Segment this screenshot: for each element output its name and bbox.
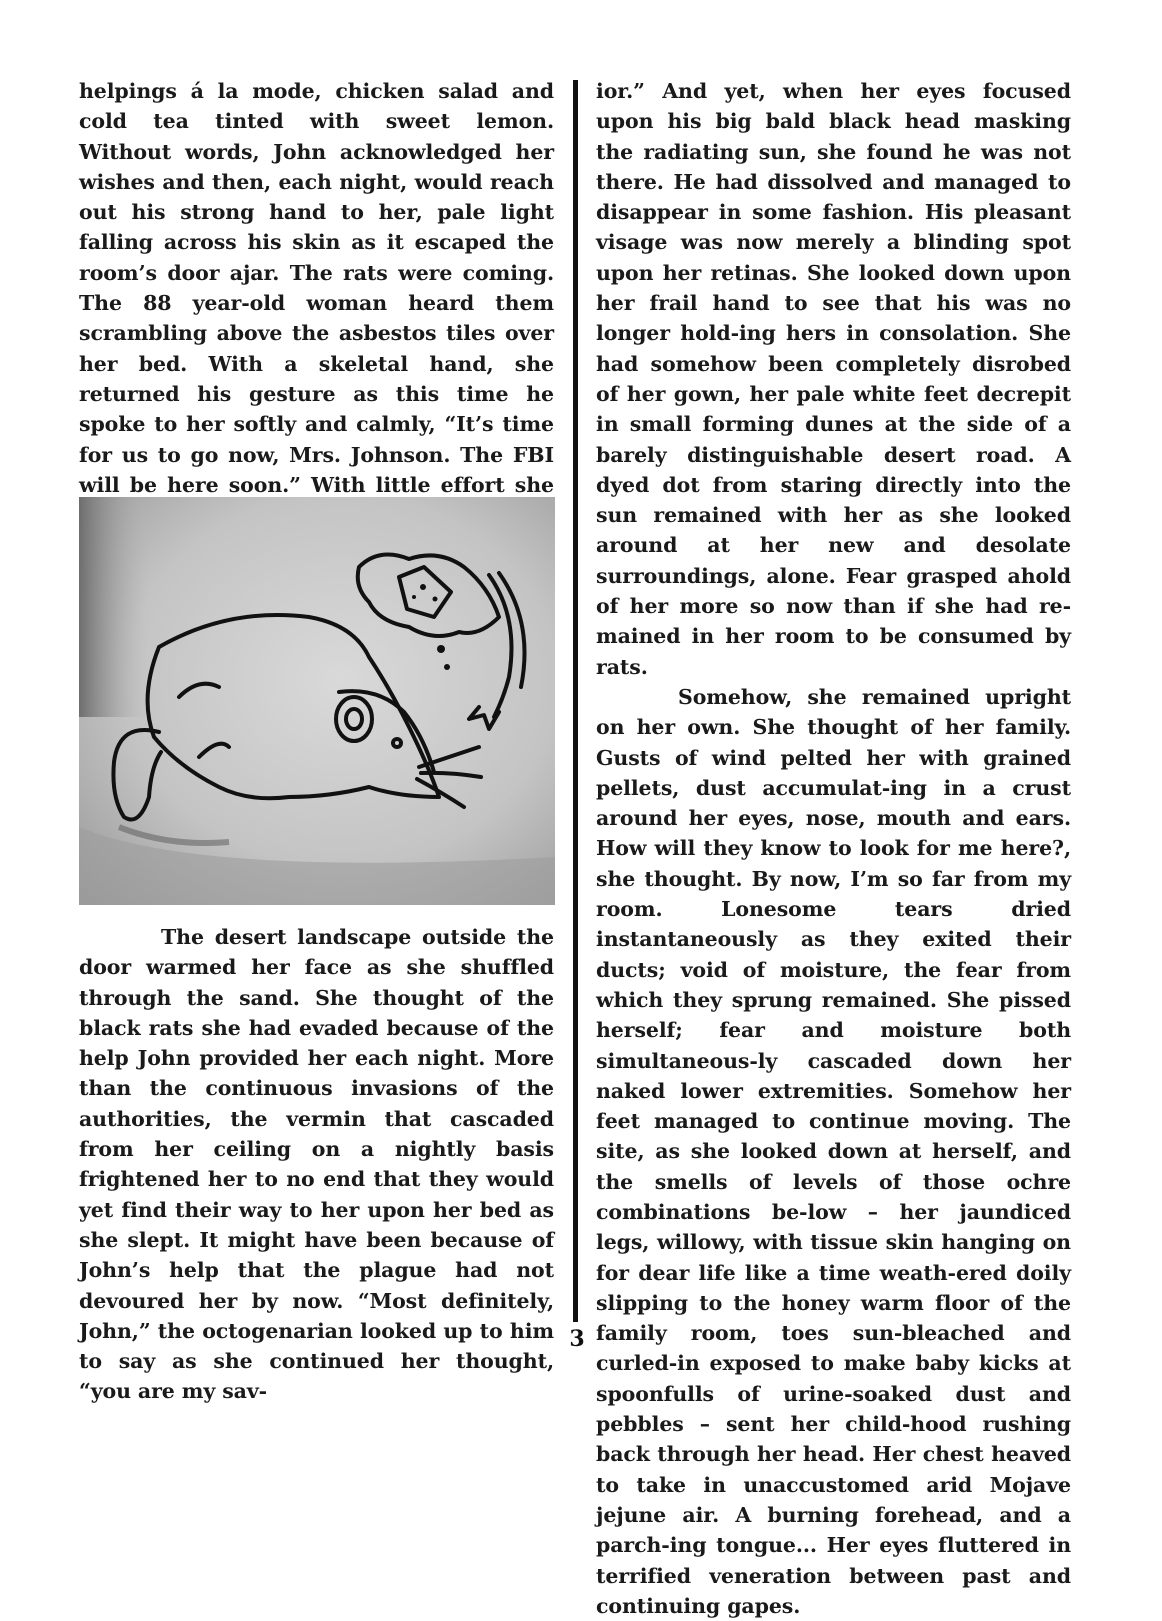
left-column-bottom [79,922,554,1407]
body-paragraph: helpings á la mode, chicken salad and cold tea tinted with sweet lemon. Without words, John acknowledged her wishes and then, each night, would reach out his strong hand to her, pale light falling across his skin as it escaped the room’s door ajar. The rats were coming. The 88 year-old woman heard them scrambling above the asbestos tiles over her bed. With a skeletal hand, she returned his gesture as this time he spoke to her softly and calmly, “It’s time for us to go now, Mrs. Johnson. The FBI will be here soon.” With little effort she [79,79,554,497]
body-paragraph: The desert landscape outside the door warmed her face as she shuffled through the sand. She thought of the black rats she had evaded because of the help John provided her each night. More than the continuous invasions of the authorities, the vermin that cascaded from her ceiling on a nightly basis frightened her to no end that they would yet find their way to her upon her bed as she slept. It might have been because of John’s help that the plague had not devoured her by now. “Most definitely, John,” the octogenarian looked up to him to say as she continued her thought, “you are my sav- [79,925,554,1404]
body-paragraph: Somehow, she remained upright on her own. She thought of her family. Gusts of wind pelted her with grained pellets, dust accumulat-ing in a crust around her eyes, nose, mouth and ears. How will they know to look for me here?, she thought. By now, I’m so far from my room. Lonesome tears dried instantaneously as they exited their ducts; void of moisture, the fear from which they sprung remained. She pissed herself; fear and moisture both simultaneous-ly cascaded down her naked lower extremities. Somehow her feet managed to continue moving. The site, as she looked down at herself, and the smells of levels of those ochre combinations be-low – her jaundiced legs, willowy, with tissue skin hanging on for dear life like a time weath-ered doily slipping to the honey warm floor of the family room, toes sun-bleached and curled-in exposed to make baby kicks at spoonfulls of urine-soaked dust and pebbles – sent her child-hood rushing back through her head. Her chest heaved to take in unaccustomed arid Mojave jejune air. A burning forehead, and a parch-ing tongue... Her eyes fluttered in terrified veneration between past and continuing gapes. [596,684,1071,1618]
right-column [596,76,1071,1621]
left-column-top [79,76,554,561]
column-divider [573,80,578,1322]
body-paragraph: ior.” And yet, when her eyes focused upon his big bald black head masking the radiating sun, she found he was not there. He had dissolved and managed to disappear in some fashion. His pleasant visage was now merely a blinding spot upon her retinas. She looked down upon her frail hand to see that his was no longer hold-ing hers in consolation. She had somehow been completely disrobed of her gown, her pale white feet decrepit in small forming dunes at the side of a barely distinguishable desert road. A dyed dot from staring directly into the sun remained with her as she looked around at her new and desolate surroundings, alone. Fear grasped ahold of her more so now than if she had re-mained in her room to be consumed by rats. [596,79,1071,679]
rat-tattoo-photo [79,497,555,905]
rat-tattoo-illustration [79,497,555,905]
page-number: 3 [569,1326,585,1352]
